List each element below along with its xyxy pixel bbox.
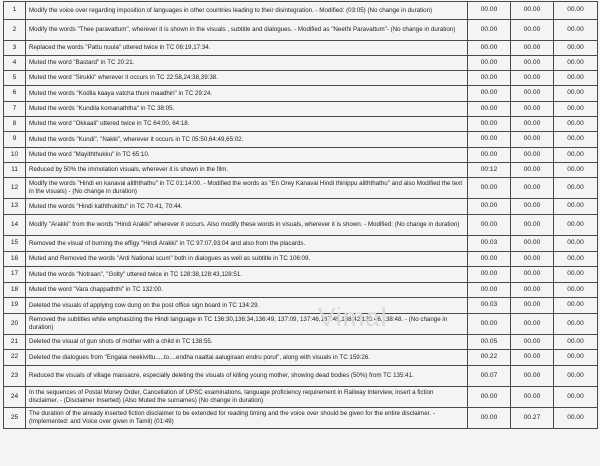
row-duration-col-1: 00.00 (468, 215, 511, 236)
row-serial-number: 20 (4, 314, 26, 335)
row-duration-col-3: 00.00 (554, 298, 598, 314)
row-duration-col-1: 00.00 (468, 86, 511, 102)
row-duration-col-3: 00.00 (554, 132, 598, 148)
row-description: Modify "Arakki" from the words "Hindi Arakki" wherever it occurs. Also modify these words in visuals, wherever it is shown. - Modified: (No change in duration) (26, 215, 468, 236)
table-row (4, 267, 598, 283)
row-duration-col-2: 00.00 (511, 86, 554, 102)
row-duration-col-3: 00.00 (554, 236, 598, 252)
row-duration-col-1: 00.00 (468, 41, 511, 56)
row-duration-col-3: 00.00 (554, 350, 598, 366)
row-description: Deleted the visuals of applying cow dung on the post office sign board in TC 134:29. (26, 298, 468, 314)
row-serial-number: 9 (4, 132, 26, 148)
row-description: Reduced by 50% the immolation visuals, wherever it is shown in the film. (26, 163, 468, 178)
table-row (4, 283, 598, 298)
row-duration-col-1: 00.00 (468, 283, 511, 298)
row-duration-col-1: 00.00 (468, 132, 511, 148)
row-duration-col-3: 00.00 (554, 252, 598, 267)
row-duration-col-2: 00.00 (511, 71, 554, 86)
row-serial-number: 24 (4, 387, 26, 408)
row-duration-col-3: 00.00 (554, 215, 598, 236)
table-row (4, 387, 598, 408)
row-duration-col-2: 00.00 (511, 163, 554, 178)
row-serial-number: 22 (4, 350, 26, 366)
row-duration-col-2: 00.00 (511, 102, 554, 117)
table-row (4, 236, 598, 252)
row-duration-col-3: 00.00 (554, 56, 598, 71)
cuts-table (3, 1, 598, 429)
row-duration-col-1: 00.00 (468, 117, 511, 132)
row-duration-col-2: 00.00 (511, 267, 554, 283)
row-duration-col-1: 00.03 (468, 298, 511, 314)
row-description: Muted the words "Notraan", "Golty" uttered twice in TC 128:38,128:43,128:51. (26, 267, 468, 283)
row-duration-col-2: 00.00 (511, 132, 554, 148)
row-duration-col-3: 00.00 (554, 366, 598, 387)
row-duration-col-3: 00.00 (554, 20, 598, 41)
row-duration-col-1: 00.00 (468, 71, 511, 86)
row-duration-col-2: 00.00 (511, 366, 554, 387)
row-serial-number: 19 (4, 298, 26, 314)
row-duration-col-3: 00.00 (554, 335, 598, 350)
row-description: Deleted the visual of gun shots of mother with a child in TC 138:55. (26, 335, 468, 350)
row-description: Replaced the words "Pattu nuula" uttered twice in TC 06:19,17:34. (26, 41, 468, 56)
row-duration-col-3: 00.00 (554, 314, 598, 335)
row-duration-col-1: 00.00 (468, 102, 511, 117)
row-description: Removed the visual of burning the effigy "Hindi Arakki" in TC 97:07,93:04 and also from the placards. (26, 236, 468, 252)
row-description: Muted the word "Okkaali" uttered twice in TC 64:00, 64:18. (26, 117, 468, 132)
row-duration-col-1: 00.00 (468, 2, 511, 20)
table-row (4, 298, 598, 314)
row-duration-col-2: 00.00 (511, 56, 554, 71)
row-description: Modify the words "Thee paravattum", wherever it is shown in the visuals , subtitle and dialogues. - Modified as "Neethi Paravattum"- (No change in duration) (26, 20, 468, 41)
row-duration-col-2: 00.00 (511, 178, 554, 199)
row-duration-col-3: 00.00 (554, 283, 598, 298)
row-duration-col-1: 00.00 (468, 199, 511, 215)
row-serial-number: 4 (4, 56, 26, 71)
row-description: Muted the word "Bastard" in TC 20:21. (26, 56, 468, 71)
row-duration-col-3: 00.00 (554, 199, 598, 215)
row-duration-col-2: 00.00 (511, 335, 554, 350)
row-serial-number: 11 (4, 163, 26, 178)
row-duration-col-1: 00.00 (468, 252, 511, 267)
row-duration-col-2: 00.00 (511, 387, 554, 408)
row-duration-col-2: 00.00 (511, 148, 554, 163)
table-row (4, 86, 598, 102)
row-description: Muted the words "Kodila kaaya vatcha thuni maadhiri" in TC 29:24. (26, 86, 468, 102)
row-description: Reduced the visuals of village massacre, especially deleting the visuals of killing young mother, showing dead bodies (50%) from TC 135:41. (26, 366, 468, 387)
row-duration-col-1: 00.00 (468, 267, 511, 283)
row-duration-col-1: 00.00 (468, 20, 511, 41)
row-description: Muted the word "Vara chappaththi" in TC 132:00. (26, 283, 468, 298)
table-row (4, 178, 598, 199)
row-duration-col-1: 00:12 (468, 163, 511, 178)
table-row (4, 2, 598, 20)
table-row (4, 163, 598, 178)
row-serial-number: 6 (4, 86, 26, 102)
row-description: In the sequences of Postal Money Order, Cancellation of UPSC examinations, language proficiency requirement in Railway Interview, insert a fiction disclaimer. - (Disclaimer Inserted) (Also Muted the surnames) (No change in duration) (26, 387, 468, 408)
table-row (4, 71, 598, 86)
row-description: Muted the word "Sirukki" wherever it occurs in TC 22:58,24:38,39:38. (26, 71, 468, 86)
row-duration-col-1: 00.03 (468, 236, 511, 252)
cuts-table-body (4, 2, 598, 429)
row-duration-col-2: 00.00 (511, 283, 554, 298)
table-row (4, 132, 598, 148)
row-serial-number: 17 (4, 267, 26, 283)
row-description: Deleted the dialogues from "Engalai neekivittu.....to....endha naattai aalugiraan endru porul", along with visuals in TC 159:26. (26, 350, 468, 366)
row-description: Modify the words "Hindi en kanavai aliththathu" in TC 01:14:00. - Modified the words as "En Orey Kanavai Hindi thinippu aliththathu" and also Modified the text in the visuals) - (No change in duration) (26, 178, 468, 199)
table-row (4, 408, 598, 429)
table-row (4, 199, 598, 215)
row-duration-col-3: 00.00 (554, 148, 598, 163)
row-description: Removed the subtitles while emphasizing the Hindi language in TC 136:30,136:34,136:49, 137:09, 137:46,137:49,138:42,138:46,138:48. - (No change in duration) (26, 314, 468, 335)
row-duration-col-1: 00.22 (468, 350, 511, 366)
row-serial-number: 14 (4, 215, 26, 236)
row-description: Muted the words "Kundi", "Nakki", wherever it occurs in TC 05:50,64:49,65:02. (26, 132, 468, 148)
row-duration-col-3: 00.00 (554, 71, 598, 86)
row-serial-number: 3 (4, 41, 26, 56)
row-serial-number: 16 (4, 252, 26, 267)
row-duration-col-1: 00.05 (468, 335, 511, 350)
row-duration-col-2: 00.00 (511, 41, 554, 56)
row-duration-col-1: 00.00 (468, 56, 511, 71)
table-row (4, 335, 598, 350)
table-row (4, 148, 598, 163)
row-duration-col-3: 00.00 (554, 387, 598, 408)
row-serial-number: 12 (4, 178, 26, 199)
row-duration-col-2: 00.00 (511, 252, 554, 267)
row-serial-number: 5 (4, 71, 26, 86)
row-description: The duration of the already inserted fiction disclaimer to be extended for reading timing and the voice over should be given for the entire disclaimer. - (Implemented: and Voice over given in Tamil) (01:49) (26, 408, 468, 429)
row-description: Muted the word "Mayiththukku" in TC 65:10. (26, 148, 468, 163)
row-duration-col-3: 00.00 (554, 163, 598, 178)
table-row (4, 56, 598, 71)
row-duration-col-3: 00.00 (554, 2, 598, 20)
row-serial-number: 21 (4, 335, 26, 350)
row-description: Muted the words "Hindi kaththukittu" in TC 70:41, 70:44. (26, 199, 468, 215)
row-duration-col-1: 00.00 (468, 387, 511, 408)
row-duration-col-2: 00.00 (511, 117, 554, 132)
table-row (4, 350, 598, 366)
row-duration-col-1: 00.00 (468, 178, 511, 199)
row-serial-number: 15 (4, 236, 26, 252)
row-duration-col-1: 00.00 (468, 408, 511, 429)
row-serial-number: 25 (4, 408, 26, 429)
row-serial-number: 10 (4, 148, 26, 163)
row-duration-col-2: 00.27 (511, 408, 554, 429)
row-duration-col-3: 00.00 (554, 408, 598, 429)
table-row (4, 41, 598, 56)
table-row (4, 102, 598, 117)
row-duration-col-2: 00.00 (511, 298, 554, 314)
row-serial-number: 2 (4, 20, 26, 41)
row-serial-number: 18 (4, 283, 26, 298)
row-description: Muted the words "Kundila komanaththa" in TC 38:05. (26, 102, 468, 117)
row-duration-col-3: 00.00 (554, 102, 598, 117)
row-duration-col-1: 00.00 (468, 314, 511, 335)
row-serial-number: 23 (4, 366, 26, 387)
table-row (4, 215, 598, 236)
row-duration-col-2: 00.00 (511, 215, 554, 236)
row-duration-col-3: 00.00 (554, 41, 598, 56)
table-row (4, 366, 598, 387)
row-duration-col-2: 00.00 (511, 2, 554, 20)
row-duration-col-2: 00.00 (511, 314, 554, 335)
table-row (4, 314, 598, 335)
table-row (4, 252, 598, 267)
row-duration-col-2: 00.00 (511, 20, 554, 41)
row-serial-number: 7 (4, 102, 26, 117)
row-duration-col-3: 00.00 (554, 117, 598, 132)
row-serial-number: 1 (4, 2, 26, 20)
row-serial-number: 13 (4, 199, 26, 215)
row-serial-number: 8 (4, 117, 26, 132)
row-duration-col-3: 00.00 (554, 178, 598, 199)
row-duration-col-2: 00.00 (511, 236, 554, 252)
row-duration-col-2: 00.00 (511, 350, 554, 366)
row-duration-col-1: 00.07 (468, 366, 511, 387)
row-duration-col-3: 00.00 (554, 86, 598, 102)
row-duration-col-1: 00.00 (468, 148, 511, 163)
watermark: Vimal (318, 302, 388, 332)
row-description: Muted and Removed the words "Anti National scum" both in dialogues as well as subtitle in TC 106:09. (26, 252, 468, 267)
table-row (4, 20, 598, 41)
row-duration-col-3: 00.00 (554, 267, 598, 283)
row-description: Modify the voice over regarding imposition of languages in other countries leading to their disintegration. - Modified: (03:05) (No change in duration) (26, 2, 468, 20)
row-duration-col-2: 00.00 (511, 199, 554, 215)
table-row (4, 117, 598, 132)
